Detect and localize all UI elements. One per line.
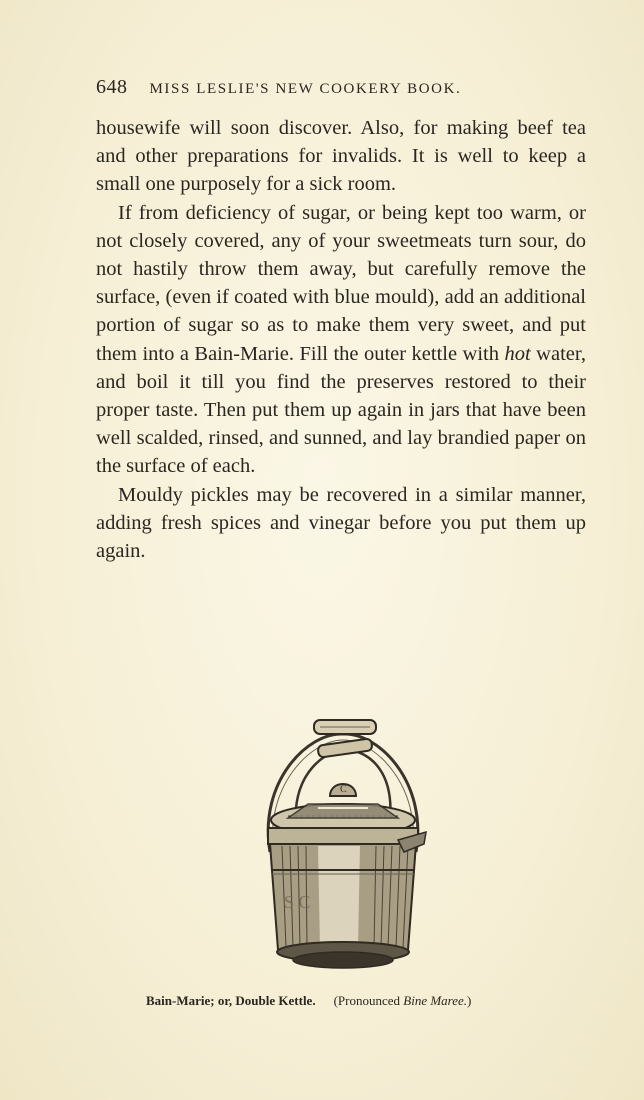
page-number: 648 [96, 76, 128, 98]
caption-pronunciation [334, 993, 472, 1008]
body-text [96, 114, 586, 565]
paragraph-sweetmeats [96, 199, 586, 481]
svg-text:S C: S C [284, 892, 311, 912]
running-title: MISS LESLIE'S NEW COOKERY BOOK. [149, 81, 462, 97]
caption-pronunciation-prefix: (Pronounced [333, 993, 404, 1008]
figure-caption [146, 993, 566, 1009]
double-kettle-engraving [248, 712, 438, 982]
paragraph-continuation: housewife will soon discover. Also, for making beef tea and other preparations for invalids. It is well to keep a small one purposely for a sick room. [96, 117, 586, 196]
caption-title: Bain-Marie; or, Double Kettle. [146, 993, 316, 1008]
running-head [96, 76, 586, 99]
paragraph-sweetmeats-part-1: If from deficiency of sugar, or being kept too warm, or not closely covered, any of your sweetmeats turn sour, do not hastily throw them away, but carefully remove the surface, (even if coated with blue mould), add an additional portion of sugar so as to make them very sweet, and put them into a Bain-Marie. Fill the outer kettle with [96, 201, 586, 365]
paragraph-sweetmeats-part-2: water, and boil it till you find the preserves restored to their proper taste. Then put them up again in jars that have been well scalded, rinsed, and sunned, and lay brandied paper on the surface of each. [96, 342, 586, 478]
caption-pronunciation-suffix: ) [467, 993, 472, 1008]
emphasis-hot: hot [504, 342, 531, 365]
kettle-letter: C [340, 784, 347, 795]
paragraph-pickles: Mouldy pickles may be recovered in a similar manner, adding fresh spices and vinegar before you put them up again. [96, 483, 586, 563]
bain-marie-illustration [248, 712, 438, 982]
caption-pronunciation-word: Bine Maree. [403, 993, 468, 1008]
